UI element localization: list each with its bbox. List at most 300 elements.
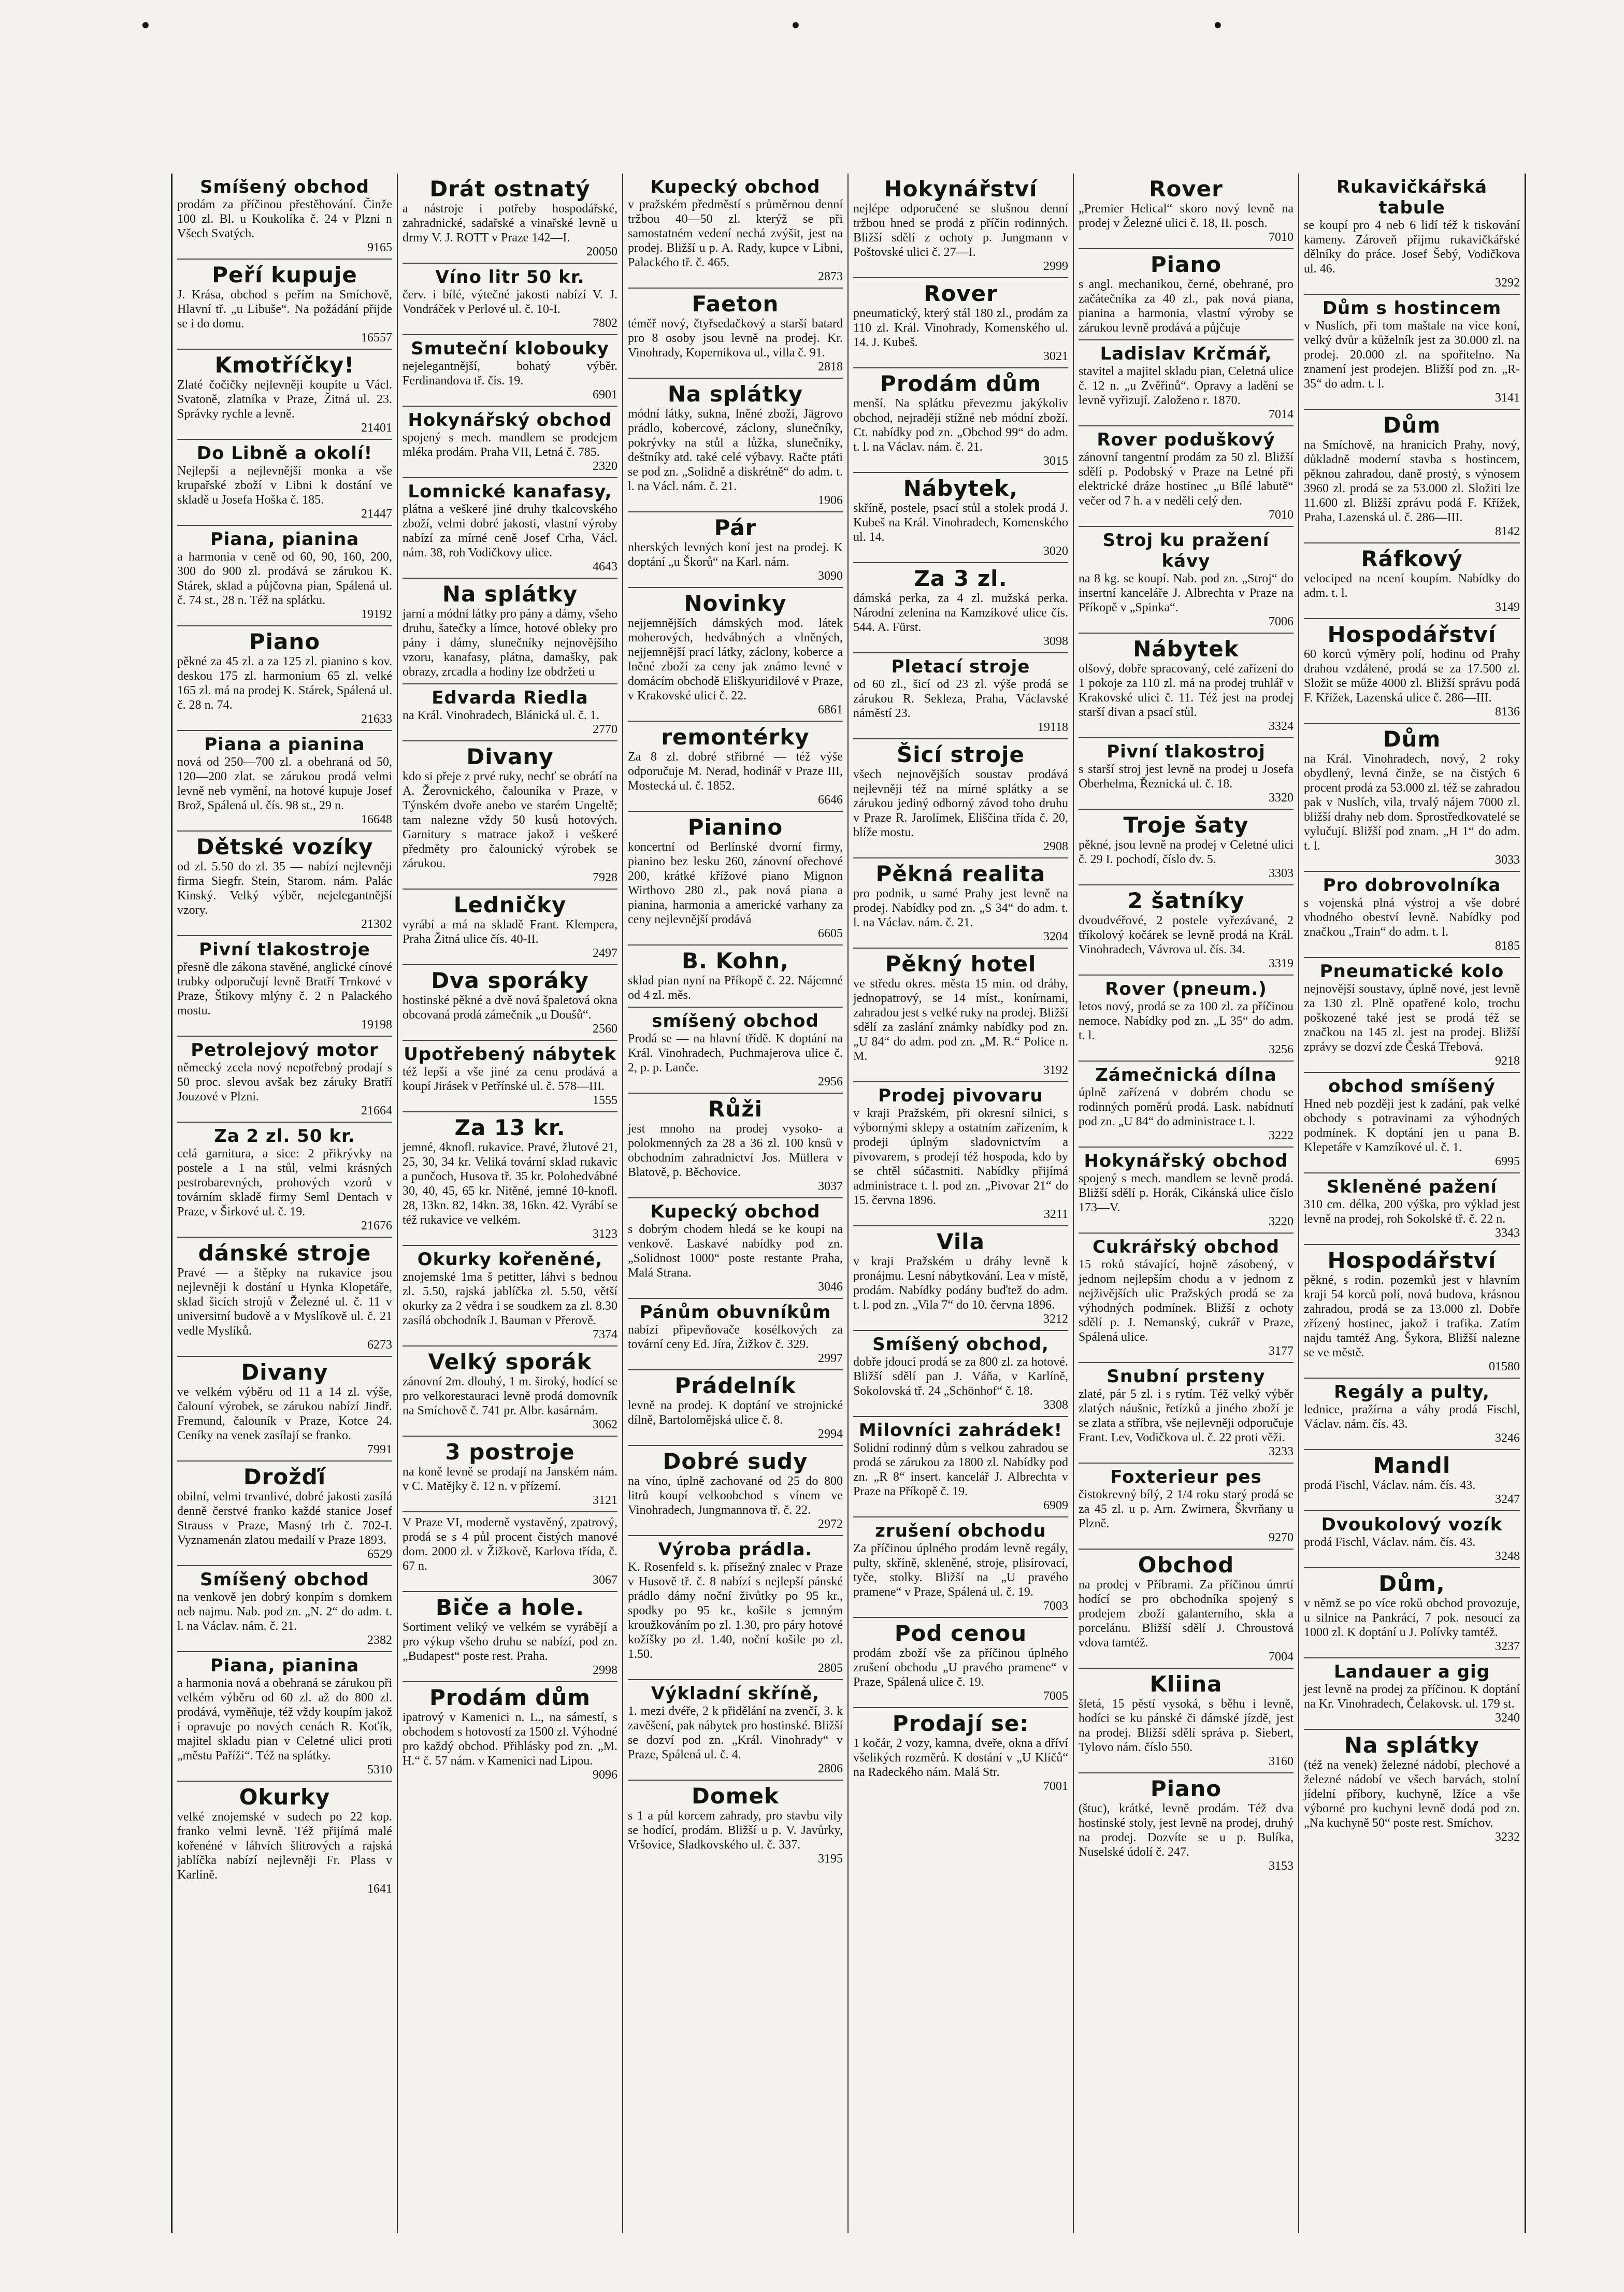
classified-ad — [628, 1781, 843, 1870]
ad-reference-number: 7003 — [1043, 1599, 1068, 1613]
ad-column — [398, 174, 623, 2233]
ad-heading: dánské stroje — [198, 1240, 371, 1266]
classified-ad — [1079, 174, 1294, 249]
ad-reference-number: 8142 — [1495, 525, 1520, 538]
classified-ad — [177, 936, 392, 1037]
ad-reference-number: 3067 — [593, 1573, 617, 1587]
ad-body: olšový, dobře spracovaný, celé zařízení do 1 pokoje za 110 zl. má na prodej truhlář v Krakovské ulici č. 11. Též jest na prodej starší divan a psací stůl. — [1079, 662, 1294, 719]
classified-ad — [1304, 1511, 1520, 1568]
ad-heading: Divany — [241, 1359, 328, 1385]
ad-reference-number: 2908 — [1043, 840, 1068, 853]
ad-reference-number: 3177 — [1269, 1344, 1294, 1358]
ad-heading: Ráfkový — [1361, 546, 1463, 571]
ad-body: v kraji Pražském u dráhy levně k pronájmu. Lesní nábytkování. Lea v místě, prodám. Nabídky podány buďtež do adm. t. l. pod zn. „Vila 7“ do 10. června 1896. — [853, 1255, 1068, 1312]
ad-body: v pražském předměstí s průměrnou denní tržbou 40—50 zl. kterýž se při samostatném vedení nechá zvýšit, jest na prodej. Bližší u p. A. Rady, kupce v Libni, Palackého tř. č. 465. — [628, 198, 843, 269]
classified-ad — [628, 722, 843, 812]
ad-heading: Dětské vozíky — [196, 834, 373, 860]
ad-heading: Piano — [249, 629, 321, 654]
ad-reference-number: 16648 — [361, 813, 392, 826]
ad-body: prodám za příčinou přestěhování. Činže 100 zl. Bl. u Koukolíka č. 24 v Plzni n Všech Svatých. — [177, 198, 392, 240]
ad-reference-number: 6909 — [1043, 1499, 1068, 1512]
classified-ad — [177, 526, 392, 626]
ad-reference-number: 16557 — [361, 331, 392, 345]
ad-heading: Smíšený obchod — [200, 177, 369, 197]
classified-ad — [1079, 1148, 1294, 1234]
ad-heading: Pletací stroje — [891, 656, 1030, 677]
ad-body: Pravé — a štěpky na rukavice jsou nejlevněji k dostání u Hynka Klopetáře, sklad šicích strojů v Železné ul. č. 11 v universitní budově a v Myslíkově ul. č. 21 vedle Myslíků. — [177, 1266, 392, 1338]
classified-ad — [628, 1536, 843, 1680]
ad-body: V Praze VI, moderně vystavěný, zpatrový, prodá se s 4 půl procent čistých manové dom. 2000 zl. v Žižkově, Karlova třída, č. 67 n. — [403, 1516, 617, 1573]
ad-reference-number: 2997 — [818, 1352, 843, 1365]
ad-body: Zlaté čočičky nejlevněji koupíte u Václ. Svatoně, zlatníka v Praze, Žitná ul. 23. Správky rychle a levně. — [177, 378, 392, 421]
classified-columns — [171, 174, 1526, 2233]
ad-body: úplně zařízená v dobrém chodu se rodinných poměrů prodá. Lask. nabídnutí pod zn. „U 84“ do administrace t. l. — [1079, 1086, 1294, 1128]
ad-reference-number: 1641 — [367, 1882, 392, 1896]
ad-reference-number: 3324 — [1269, 720, 1294, 733]
ad-heading: Cukrářský obchod — [1093, 1237, 1280, 1257]
ad-body: v němž se po více roků obchod provozuje, u silnice na Pankrácí, 7 pok. nesoucí za 1000 zl. K doptání u J. Polívky tamtéž. — [1304, 1597, 1520, 1639]
classified-ad — [1304, 1568, 1520, 1658]
ad-body: pěkné, jsou levně na prodej v Celetné ulici č. 29 I. pochodí, číslo dv. 5. — [1079, 838, 1294, 866]
classified-ad — [1304, 958, 1520, 1073]
ad-body: ipatrový v Kamenici n. L., na sámestí, s obchodem s hotovostí za 1500 zl. Výhodné pro každý obchod. Přihlásky pod zn. „M. H.“ č. 57 nám. v Kamenici nad Lipou. — [403, 1711, 617, 1768]
ad-body: koncertní od Berlínské dvorní firmy, pianino bez lesku 260, zánovní ořechové 200, krátké křížové piano Mignon Wirthovo 280 zl., pak nová piana a pianina, harmonia a americké varhany za ceny nejlevnější prodává — [628, 840, 843, 926]
classified-ad — [1304, 1245, 1520, 1379]
ad-reference-number: 3160 — [1269, 1755, 1294, 1768]
ad-body: obilní, velmi trvanlivé, dobré jakosti zasílá denně čerstvé franko každé stanice Josef Strauss v Praze, Masný trh č. 702-I. Vyznamenán zlatou medailí v Praze 1893. — [177, 1490, 392, 1547]
ad-reference-number: 3222 — [1269, 1129, 1294, 1142]
ad-heading: Faeton — [692, 291, 779, 317]
classified-ad — [1304, 543, 1520, 619]
classified-ad — [403, 1246, 617, 1346]
ad-heading: Piana a pianina — [204, 734, 365, 755]
ad-reference-number: 7010 — [1269, 231, 1294, 244]
ad-heading: Prodám dům — [880, 371, 1041, 396]
ad-body: stavitel a majitel skladu pian, Celetná ulice č. 12 n. „u Zvěřinů“. Opravy a ladění se levně vyřizují. Založeno r. 1870. — [1079, 365, 1294, 407]
ad-body: červ. i bílé, výtečné jakosti nabízí V. J. Vondráček v Perlové ul. č. 10-I. — [403, 288, 617, 316]
ad-body: celá garnitura, a sice: 2 přikrývky na postele a 1 na stůl, velmi krásných pestrobarevných, prohových vzorů v továrním skladě firmy Seml Dentach v Praze, v Širkové ul. č. 19. — [177, 1147, 392, 1219]
ad-heading: Stroj ku pražení kávy — [1102, 530, 1270, 571]
classified-ad — [1304, 1073, 1520, 1173]
classified-ad — [628, 1680, 843, 1781]
ad-body: nejjemnějších dámských mod. látek moherových, hedvábných a vlněných, nejjemnější prací látky, záclony, koberce a lněné zboží za ceny jak známo levné v domácím obchodě Eliškyuridilové v Praze, v Krakovské ulici č. 22. — [628, 617, 843, 703]
ad-heading: Pianino — [687, 814, 783, 840]
ad-reference-number: 2805 — [818, 1661, 843, 1675]
ad-body: zánovní tangentní prodám za 50 zl. Bližší sdělí p. Podobský v Praze na Letné při elektrické dráze hostinec „u Bílé labutě“ večer od 7 h. a v neděli celý den. — [1079, 451, 1294, 508]
ad-reference-number: 6605 — [818, 927, 843, 940]
ad-body: jemné, 4knofl. rukavice. Pravé, žlutové 21, 25, 30, 34 kr. Veliká tovární sklad rukavic a punčoch, Husova tř. 35 kr. Polohedvábné 30, 40, 45, 65 kr. Nitěné, jemné 10-knofl. 28, 13kn. 82, 14kn. 38, 16kn. 42. Vyrábí se též rukavice ve velkém. — [403, 1141, 617, 1227]
classified-ad — [853, 1708, 1068, 1797]
ad-body: na koně levně se prodají na Janském nám. v C. Matějky č. 12 n. v přízemí. — [403, 1465, 617, 1493]
ad-body: nová od 250—700 zl. a obehraná od 50, 120—200 zlat. se zárukou prodá velmi levně neb vymění, na hotové kupuje Josef Brož, Spálená ul. čís. 98 st., 29 n. — [177, 755, 392, 812]
ad-reference-number: 7374 — [593, 1328, 617, 1341]
ad-reference-number: 3211 — [1043, 1208, 1068, 1221]
classified-ad — [853, 1226, 1068, 1331]
classified-ad — [628, 1299, 843, 1370]
ad-reference-number: 3237 — [1495, 1640, 1520, 1653]
classified-ad — [628, 174, 843, 289]
ad-body: 310 cm. délka, 200 výška, pro výklad jest levně na prodej, roh Sokolské tř. č. 22 n. — [1304, 1198, 1520, 1226]
ad-body: velociped na ncení koupím. Nabídky do adm. t. l. — [1304, 572, 1520, 600]
classified-ad — [1079, 810, 1294, 885]
ad-heading: Peří kupuje — [212, 262, 357, 288]
ad-reference-number: 3153 — [1269, 1859, 1294, 1873]
classified-ad — [628, 379, 843, 512]
classified-ad — [403, 407, 617, 478]
ad-heading: Prodej pivovaru — [878, 1085, 1043, 1106]
classified-ad — [403, 890, 617, 965]
ad-body: též lepší a vše jiné za cenu prodává a koupí Jirásek v Petřínské ul. č. 578—III. — [403, 1065, 617, 1093]
classified-ad — [628, 1008, 843, 1094]
ad-heading: Pivní tlakostroje — [199, 939, 370, 960]
ad-reference-number: 7010 — [1269, 508, 1294, 522]
ad-heading: Dobré sudy — [663, 1449, 808, 1474]
ad-heading: Lomnické kanafasy, — [408, 481, 612, 502]
ad-heading: Rover poduškový — [1097, 429, 1275, 450]
ad-body: zlaté, pár 5 zl. i s rytím. Též velký výběr zlatých náušnic, řetízků a jiného zboží je se zlata a stříbra, vše nejlevněji odporučuje Frant. Lev, Vodičkova ul. č. 22 proti věži. — [1079, 1387, 1294, 1444]
ad-body: letos nový, prodá se za 100 zl. za příčinou nemoce. Nabídky pod zn. „L 35“ do adm. t. l. — [1079, 1000, 1294, 1042]
classified-ad — [853, 174, 1068, 278]
classified-ad — [628, 1094, 843, 1198]
ad-reference-number: 20050 — [586, 245, 617, 259]
classified-ad — [1079, 634, 1294, 738]
ad-body: německý zcela nový nepotřebný prodají s 50 proc. slevou avšak bez záruky Bratří Jouzové v Plzni. — [177, 1061, 392, 1104]
ad-body: na 8 kg. se koupí. Nab. pod zn. „Stroj“ do insertní kanceláře J. Albrechta v Praze na Příkopě v „Spinka“. — [1079, 572, 1294, 614]
classified-ad — [853, 563, 1068, 653]
ad-heading: Do Libně a okolí! — [196, 443, 373, 464]
classified-ad — [403, 1112, 617, 1246]
ad-heading: Hokynářský obchod — [408, 410, 612, 431]
ad-heading: Kupecký obchod — [650, 177, 821, 197]
ad-reference-number: 19192 — [361, 608, 392, 621]
ad-reference-number: 2806 — [818, 1762, 843, 1775]
ad-heading: Novinky — [684, 591, 787, 616]
ad-heading: Hokynářství — [884, 176, 1038, 202]
classified-ad — [177, 1123, 392, 1238]
ad-reference-number: 21633 — [361, 712, 392, 726]
classified-ad — [1079, 1464, 1294, 1550]
ad-reference-number: 3303 — [1269, 867, 1294, 880]
ad-heading: Piana, pianina — [210, 529, 360, 550]
ad-heading: Smíšený obchod, — [872, 1334, 1049, 1355]
ad-heading: Dům — [1383, 412, 1441, 438]
ad-body: od 60 zl., šicí od 23 zl. výše prodá se zárukou R. Sekleza, Praha, Václavské náměstí 23. — [853, 678, 1068, 720]
ad-reference-number: 3090 — [818, 569, 843, 583]
ad-heading: Ledničky — [453, 892, 567, 918]
ad-heading: Rukavičkářská tabule — [1336, 177, 1488, 218]
ad-reference-number: 3246 — [1495, 1431, 1520, 1445]
ad-reference-number: 6995 — [1495, 1155, 1520, 1168]
ad-heading: Hospodářství — [1327, 1248, 1497, 1273]
ad-reference-number: 9165 — [367, 241, 392, 254]
classified-ad — [853, 949, 1068, 1082]
ad-body: vyrábí a má na skladě Frant. Klempera, Praha Žitná ulice čís. 40-II. — [403, 918, 617, 946]
ad-body: 1 kočár, 2 vozy, kamna, dveře, okna a dříví všelikých rozměrů. K dostání v „U Klíčů“ na Radeckého nám. Malá Str. — [853, 1737, 1068, 1779]
ad-heading: 3 postroje — [445, 1439, 575, 1465]
ad-heading: Rover — [924, 281, 998, 306]
ad-heading: Piano — [1150, 252, 1222, 277]
ad-reference-number: 2999 — [1043, 260, 1068, 273]
ad-heading: Rover (pneum.) — [1105, 979, 1267, 999]
classified-ad — [177, 260, 392, 350]
margin-dot: • — [790, 16, 801, 36]
ad-heading: obchod smíšený — [1328, 1076, 1496, 1097]
ad-heading: Biče a hole. — [436, 1595, 584, 1620]
ad-body: levně na prodej. K doptání ve strojnické dílně, Bartolomějská ulice č. 8. — [628, 1399, 843, 1427]
classified-ad — [1304, 1173, 1520, 1245]
ad-reference-number: 3256 — [1269, 1043, 1294, 1056]
ad-heading: Regály a pulty, — [1334, 1382, 1490, 1402]
classified-ad — [1079, 1550, 1294, 1669]
ad-reference-number: 7928 — [593, 871, 617, 884]
ad-reference-number: 2497 — [593, 947, 617, 960]
ad-heading: Velký sporák — [428, 1349, 592, 1374]
ad-body: nejnovější soustavy, úplně nové, jest levně za 130 zl. Plně opatřené kolo, trochu poškozené také jest se prodá též se značkou na 145 zl. jest na prodej. Bližší zprávy se dozví zde Česká Třebová. — [1304, 982, 1520, 1054]
ad-body: se koupí pro 4 neb 6 lidí též k tiskování kameny. Zároveň přijmu rukavičkářské dělníky do práce. Josef Šebý, Vodičkova ul. 46. — [1304, 219, 1520, 276]
classified-ad — [853, 1082, 1068, 1226]
ad-body: v kraji Pražském, při okresní silnici, s výbornými sklepy a ostatním zařízením, k prodeji úplným sladovnictvím a pivovarem, s prodejí též hospoda, kdo by se chtěl súčastniti. Nabídky přijímá administrace t. l. pod zn. „Pivovar 21“ do 15. června 1896. — [853, 1107, 1068, 1207]
ad-column — [623, 174, 849, 2233]
ad-reference-number: 2873 — [818, 270, 843, 283]
ad-body: a harmonia nová a obehraná se zárukou při velkém výběru od 60 zl. až do 800 zl. prodává, vyměňuje, též vždy koupím jakož i opravuje po nových cenách R. Koťík, majitel skladu pian v Celetné ulici proti „městu Paříži“. Též na splátky. — [177, 1677, 392, 1763]
classified-ad — [853, 1618, 1068, 1708]
ad-heading: smíšený obchod — [652, 1011, 819, 1032]
classified-ad — [853, 653, 1068, 739]
classified-ad — [177, 1357, 392, 1462]
ad-heading: Výroba prádla. — [658, 1539, 813, 1560]
ad-heading: Pár — [714, 515, 757, 540]
classified-ad — [177, 832, 392, 936]
ad-heading: Snubní prsteny — [1106, 1366, 1266, 1387]
classified-ad — [628, 1446, 843, 1536]
ad-body: a harmonia v ceně od 60, 90, 160, 200, 300 do 900 zl. prodává se zárukou K. Stárek, sklad a půjčovna pian, Spálená ul. č. 74 st., 28 n. Též na splátku. — [177, 550, 392, 607]
ad-body: nejelegantnější, bohatý výběr. Ferdinandova tř. čís. 19. — [403, 360, 617, 388]
ad-heading: Zámečnická dílna — [1095, 1065, 1277, 1085]
ad-body: menší. Na splátku převezmu jakýkoliv obchod, nejraději stížné neb módní zboží. Ct. nabídky pod zn. „Obchod 99“ do adm. t. l. na Václav. nám. č. 21. — [853, 397, 1068, 454]
ad-heading: Okurky kořeněné, — [417, 1249, 603, 1270]
ad-heading: Pěkný hotel — [885, 951, 1037, 977]
ad-heading: Dům s hostincem — [1322, 298, 1502, 319]
classified-ad — [177, 1566, 392, 1652]
ad-heading: B. Kohn, — [681, 948, 789, 973]
ad-reference-number: 1555 — [593, 1094, 617, 1107]
classified-ad — [853, 278, 1068, 368]
classified-ad — [1304, 872, 1520, 958]
ad-reference-number: 21664 — [361, 1104, 392, 1118]
ad-body: a nástroje i potřeby hospodářské, zahradnické, sadařské a vinařské levně u drmy V. J. ROTT v Praze 142—I. — [403, 202, 617, 245]
classified-ad — [177, 1238, 392, 1357]
ad-reference-number: 19198 — [361, 1018, 392, 1032]
classified-ad — [177, 1782, 392, 1900]
classified-ad — [177, 1462, 392, 1566]
ad-heading: Na splátky — [442, 581, 578, 607]
classified-ad — [1079, 426, 1294, 527]
ad-body: dámská perka, za 4 zl. mužská perka. Národní zelenina na Kamzíkové ulice čís. 544. A. Fürst. — [853, 592, 1068, 634]
classified-ad — [1079, 249, 1294, 340]
ad-body: 1. mezi dvéře, 2 k přidělání na zvenčí, 3. k zavěšení, pak nábytek pro hostinské. Bližší se dozví pod zn. „Král. Vinohrady“ v Praze, Spálená ul. č. 4. — [628, 1704, 843, 1761]
ad-reference-number: 21401 — [361, 421, 392, 435]
classified-ad — [1304, 1450, 1520, 1511]
ad-body: Prodá se — na hlavní třídě. K doptání na Král. Vinohradech, Puchmajerova ulice č. 2, p. p. Lanče. — [628, 1032, 843, 1075]
classified-ad — [1079, 1062, 1294, 1148]
ad-heading: Upotřebený nábytek — [404, 1044, 616, 1065]
classified-ad — [1304, 1730, 1520, 1848]
ad-body: módní látky, sukna, lněné zboží, Jägrovo prádlo, kobercové, záclony, slunečníky, pokrývky na stůl a lůžka, slunečníky, deštníky atd. také celé výbavy. Račte ptáti se pod zn. „Solidně a diskrétně“ do adm. t. l. na Václ. nám. č. 21. — [628, 407, 843, 493]
classified-ad — [403, 1041, 617, 1112]
ad-reference-number: 21447 — [361, 507, 392, 521]
ad-body: Za 8 zl. dobré stříbrné — též výše odporučuje M. Nerad, hodinář v Praze III, Mostecká ul. č. 1852. — [628, 750, 843, 793]
ad-reference-number: 7014 — [1269, 408, 1294, 421]
ad-body: nabízí připevňovače kosélkových za tovární ceny Ed. Jíra, Žižkov č. 329. — [628, 1323, 843, 1351]
margin-dot: • — [140, 16, 151, 36]
ad-reference-number: 3121 — [593, 1494, 617, 1507]
ad-reference-number: 3220 — [1269, 1215, 1294, 1228]
ad-body: K. Rosenfeld s. k. přísežný znalec v Praze v Husově tř. č. 8 nabízí s nejlepší pánské prádlo dámy noční živůtky po 95 kr., spodky po 95 kr., košile s jemným kroužkováním po zl. 1.30, pro páry hotové kožíšky po zl. 1.40, noční košile po zl. 1.50. — [628, 1560, 843, 1661]
ad-heading: Víno litr 50 kr. — [435, 267, 585, 288]
ad-heading: Milovníci zahrádek! — [858, 1420, 1063, 1441]
classified-ad — [628, 588, 843, 722]
classified-ad — [1079, 1363, 1294, 1464]
ad-heading: Divany — [466, 744, 554, 769]
ad-heading: Hokynářský obchod — [1084, 1151, 1288, 1171]
ad-body: zánovní 2m. dlouhý, 1 m. široký, hodící se pro velkorestauraci levně prodá domovník na Smíchově č. 741 pr. Albr. kasárnám. — [403, 1375, 617, 1417]
ad-body: hostinské pěkné a dvě nová špaletová okna obcovaná prodá zámečník „u Doušů“. — [403, 994, 617, 1022]
classified-ad — [403, 965, 617, 1041]
ad-reference-number: 7001 — [1043, 1780, 1068, 1793]
ad-body: spojený s mech. mandlem se levně prodá. Bližší sdělí p. Horák, Cikánská ulice číslo 173—V. — [1079, 1172, 1294, 1214]
ad-body: plátna a veškeré jiné druhy tkalcovského zboží, velmi dobré jakosti, vlastní výroby nabízí za mírné ceně Josef Crha, Václ. nám. 38, roh Vodičkovy ulice. — [403, 503, 617, 560]
ad-reference-number: 3308 — [1043, 1398, 1068, 1412]
ad-body: Za příčinou úplného prodám levně regály, pulty, skříně, skleněné, stroje, plisírovací, tyče, stolky. Bližší na „U pravého pramene“ v Praze, Spálená ul. č. 19. — [853, 1542, 1068, 1599]
ad-heading: Prodají se: — [892, 1711, 1029, 1736]
ad-heading: Růži — [708, 1096, 763, 1122]
ad-body: velké znojemské v sudech po 22 kop. franko velmi levně. Též přijímá malé kořenéné v láhvích šlitrových a rajská jablíčka nabízí nejlevněji Fr. Plass v Karlíně. — [177, 1810, 392, 1882]
ad-body: na Smíchově, na hranicích Prahy, nový, důkladně moderní stavba s hostincem, pěknou zahradou, daně prostý, s výnosem 3960 zl. prodá se za 53.000 zl. Složiti lze 11.600 zl. Bližší zprávu podá F. Křížek, Praha, Lazenská ul. č. 286—III. — [1304, 438, 1520, 524]
ad-reference-number: 9096 — [593, 1768, 617, 1782]
ad-body: ve velkém výběru od 11 a 14 zl. výše, čalouní výrobek, se zárukou nabízí Jindř. Fremund, čalouník v Praze, Kotce 24. Ceníky na venek zasílají se franko. — [177, 1385, 392, 1442]
classified-ad — [1079, 1773, 1294, 1877]
ad-reference-number: 3062 — [593, 1418, 617, 1431]
ad-body: 60 korců výměry polí, hodinu od Prahy drahou vzdálené, prodá se za 17.500 zl. Složit se může 4000 zl. Bližší správu podá F. Křížek, Lazenská ulice č. 286—III. — [1304, 648, 1520, 705]
classified-ad — [1079, 738, 1294, 810]
classified-ad — [628, 1370, 843, 1446]
ad-reference-number: 2770 — [593, 723, 617, 736]
classified-ad — [1079, 340, 1294, 426]
ad-reference-number: 5310 — [367, 1763, 392, 1777]
ad-body: s starší stroj jest levně na prodej u Josefa Oberhelma, Řeznická ul. č. 18. — [1079, 763, 1294, 791]
classified-ad — [403, 1682, 617, 1786]
ad-heading: Troje šaty — [1123, 812, 1249, 838]
ad-column — [849, 174, 1074, 2233]
ad-body: s 1 a půl korcem zahrady, pro stavbu vily se hodící, prodám. Bližší u p. V. Javůrky, Vršovice, Sladkovského ul. č. 337. — [628, 1809, 843, 1852]
ad-body: od zl. 5.50 do zl. 35 — nabízí nejlevněji firma Siegfr. Stein, Starom. nám. Palác Kinský. Velký výběr, nejelegantnější vzory. — [177, 860, 392, 917]
ad-reference-number: 3098 — [1043, 635, 1068, 648]
ad-body: všech nejnovějších soustav prodává nejlevněji též na mírné splátky a se zárukou jediný odborný závod toho druhu v Praze R. Jarolímek, Eliščina třída č. 20, blíže mostu. — [853, 768, 1068, 839]
ad-body: čistokrevný bílý, 2 1/4 roku starý prodá se za 45 zl. u p. Arn. Zwirnera, Škvrňany u Plzně. — [1079, 1488, 1294, 1530]
ad-heading: Na splátky — [1344, 1732, 1480, 1758]
ad-body: jarní a módní látky pro pány a dámy, všeho druhu, šatečky a límce, hotové obleky pro pány i dámy, slunečníky nejnovějšího vzoru, kanafasy, plátna, damašky, pak obrazy, zrcadla a hodiny lze obdržeti u — [403, 607, 618, 679]
classified-ad — [177, 174, 392, 260]
ad-body: na Král. Vinohradech, Blánická ul. č. 1. — [403, 709, 599, 722]
classified-ad — [403, 335, 617, 407]
ad-body: Hned neb později jest k zadání, pak velké obchody s potravinami za výhodných podmínek. K doptání jen u pana B. Klepetáře v Kamzíkové ul. č. 1. — [1304, 1097, 1520, 1154]
classified-ad — [853, 739, 1068, 858]
ad-reference-number: 3233 — [1269, 1445, 1294, 1458]
ad-reference-number: 3015 — [1043, 454, 1068, 468]
ad-reference-number: 2972 — [818, 1517, 843, 1531]
ad-heading: Drát ostnatý — [429, 176, 591, 202]
ad-column — [1074, 174, 1299, 2233]
ad-reference-number: 3149 — [1495, 600, 1520, 614]
ad-heading: Hospodářství — [1327, 622, 1497, 647]
ad-reference-number: 3247 — [1495, 1493, 1520, 1506]
classified-ad — [177, 1037, 392, 1123]
ad-reference-number: 2956 — [818, 1075, 843, 1088]
ad-reference-number: 3123 — [593, 1227, 617, 1241]
ad-heading: zrušení obchodu — [875, 1521, 1046, 1541]
ad-heading: Smíšený obchod — [200, 1569, 369, 1590]
ad-heading: Rover — [1149, 176, 1223, 202]
ad-heading: Petrolejový motor — [191, 1040, 379, 1061]
ad-reference-number: 1906 — [818, 494, 843, 507]
ad-heading: Pivní tlakostroj — [1106, 741, 1266, 762]
classified-ad — [1304, 410, 1520, 543]
ad-reference-number: 2560 — [593, 1022, 617, 1036]
classified-ad — [1304, 724, 1520, 872]
ad-body: šletá, 15 pěstí vysoká, s běhu i levně, hodíci se ku pánské či dámské jízdě, jest na prodej. Bližší sdělí správa p. Siebert, Tylovo nám. číslo 550. — [1079, 1697, 1294, 1754]
classified-ad — [403, 1346, 617, 1437]
ad-reference-number: 6861 — [818, 703, 843, 717]
classified-ad — [628, 289, 843, 379]
ad-heading: Pro dobrovolníka — [1323, 875, 1501, 896]
ad-heading: Dvoukolový vozík — [1321, 1514, 1503, 1535]
ad-heading: Domek — [692, 1783, 779, 1809]
ad-body: téměř nový, čtyřsedačkový a starší batard pro 8 osoby jsou levně na prodej. Kr. Vinohrady, Kopernikova ul., villa č. 91. — [628, 317, 843, 360]
classified-ad — [1304, 1379, 1520, 1450]
ad-column — [173, 174, 398, 2233]
ad-reference-number: 6273 — [367, 1338, 392, 1352]
ad-heading: Šicí stroje — [896, 742, 1025, 767]
classified-ad — [853, 1517, 1068, 1618]
ad-reference-number: 3240 — [1495, 1711, 1520, 1725]
classified-ad — [403, 174, 617, 264]
ad-body: přesně dle zákona stavěné, anglické cínové trubky odporučují levně Bratří Trnkové v Praze, Štikovy mlýny č. 2 n Palackého mostu. — [177, 961, 392, 1018]
classified-ad — [628, 1198, 843, 1299]
ad-heading: Nábytek, — [903, 476, 1018, 501]
ad-body: kdo si přeje z prvé ruky, nechť se obrátí na A. Žerovnického, čalouníka v Praze, v Týnském dvoře anebo ve starém Ungeltě; tam nalezne vždy 50 kusů hotových. Garnitury s matrace jakož i veškeré předměty pro čalounický výrobek se zárukou. — [403, 770, 617, 870]
classified-ad — [1304, 295, 1520, 410]
ad-heading: Ladislav Krčmář, — [1100, 343, 1272, 364]
ad-reference-number: 2382 — [367, 1634, 392, 1647]
ad-body: sklad pian nyní na Příkopě č. 22. Nájemné od 4 zl. měs. — [628, 974, 843, 1002]
ad-body: prodá Fischl, Václav. nám. čís. 43. — [1304, 1536, 1476, 1549]
ad-body: skříně, postele, psací stůl a stolek prodá J. Kubeš na Král. Vinohradech, Komenského ul. 14. — [853, 502, 1068, 544]
ad-heading: Kmotříčky! — [214, 352, 355, 378]
ad-reference-number: 21302 — [361, 918, 392, 931]
ad-reference-number: 3037 — [818, 1180, 843, 1193]
ad-body: (též na venek) železné nádobí, plechové a železné nádobí ve všech barvách, stolní jídelní příbory, kuchyně, lžíce a vše výborné pro kuchyni levně dodá pod zn. „Na kuchyně 50“ poste rest. Smíchov. — [1304, 1758, 1520, 1830]
ad-heading: Prodám dům — [429, 1685, 591, 1710]
ad-reference-number: 9270 — [1269, 1531, 1294, 1544]
classified-ad — [1304, 619, 1520, 724]
classified-ad — [403, 1592, 617, 1682]
ad-reference-number: 3248 — [1495, 1550, 1520, 1563]
ad-heading: Kliina — [1149, 1671, 1223, 1697]
ad-reference-number: 01580 — [1489, 1360, 1520, 1373]
ad-heading: Skleněné pažení — [1326, 1177, 1498, 1197]
ad-body: „Premier Helical“ skoro nový levně na prodej v Železné ulici č. 18, II. posch. — [1079, 202, 1294, 230]
ad-reference-number: 2998 — [593, 1664, 617, 1677]
